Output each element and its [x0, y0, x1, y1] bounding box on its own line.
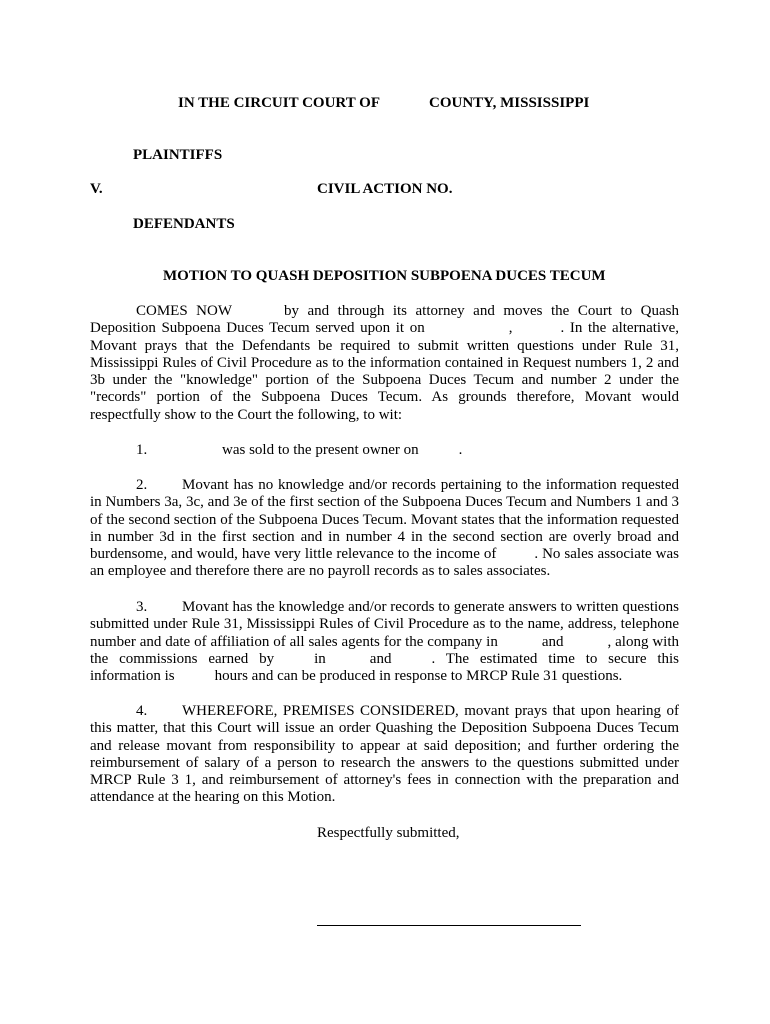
defendants-label: DEFENDANTS [133, 216, 235, 232]
item-4 [90, 703, 679, 807]
item-2 [90, 477, 679, 581]
court-heading-left: IN THE CIRCUIT COURT OF [178, 95, 381, 111]
item-3-text-6: . The estimated time to secure this information is [90, 650, 679, 685]
court-heading-right: COUNTY, MISSISSIPPI [429, 95, 590, 111]
item-3-text-5: and [369, 650, 392, 667]
plaintiffs-label: PLAINTIFFS [133, 147, 223, 163]
signature-line [317, 925, 581, 926]
item-2-text-1: Movant has no knowledge and/or records pertaining to the information requested in Numbers 3a, 3c, and 3e of the first section of the Subpoena Duces Tecum and Numbers 1 and 3 of the second section of the Subpoena Duces Tecum. Movant states that the information requested in number 3d in the first section and in number 4 in the second section are overly broad and burdensome, and would, have very little relevance to the income of [90, 477, 679, 563]
intro-text-3: , [508, 320, 513, 337]
intro-text-4: . In the alternative, Movant prays that the Defendants be required to submit written questions under Rule 31, Mississippi Rules of Civil Procedure as to the information contained in Request numbers 1, 2 and 3b under the "knowledge" portion of the Subpoena Duces Tecum and number 2 under the "records" portion of the Subpoena Duces Tecum. As grounds therefore, Movant would respectfully show to the Court the following, to wit: [90, 320, 679, 423]
item-2-text-2: . No sales associate was an employee and therefore there are no payroll records as to sales associates. [90, 546, 679, 580]
item-3-text-3: , along with the commissions earned by [90, 633, 680, 667]
item-4-text: WHEREFORE, PREMISES CONSIDERED, movant prays that upon hearing of this matter, that this Court will issue an order Quashing the Deposition Subpoena Duces Tecum and release movant from responsibility to appear at said deposition; and further ordering the reimbursement of salary of a person to research the answers to the questions submitted under MRCP Rule 3 1, and reimbursement of attorney's fees in connection with the preparation and attendance at the hearing on this Motion. [90, 703, 679, 806]
item-1-number: 1. [136, 442, 148, 458]
item-3-text-2: and [541, 633, 564, 650]
motion-title: MOTION TO QUASH DEPOSITION SUBPOENA DUCES TECUM [163, 268, 606, 284]
item-1 [90, 442, 679, 459]
intro-paragraph [90, 303, 679, 424]
closing-text: Respectfully submitted, [317, 825, 460, 841]
civil-action-label: CIVIL ACTION NO. [317, 181, 453, 197]
item-4-number: 4. [136, 703, 148, 719]
item-3-number: 3. [136, 599, 148, 615]
item-3-text-7: hours and can be produced in response to MRCP Rule 31 questions. [214, 668, 623, 685]
intro-text-1: COMES NOW [136, 303, 233, 319]
item-1-text: was sold to the present owner on [222, 442, 419, 458]
intro-text-2: by and through its attorney and moves the Court to Quash Deposition Subpoena Duces Tecum served upon it on [90, 303, 679, 337]
versus-label: V. [90, 181, 103, 197]
item-2-number: 2. [136, 477, 148, 493]
item-3-text-1: Movant has the knowledge and/or records to generate answers to written questions submitted under Rule 31, Mississippi Rules of Civil Procedure as to the name, address, telephone number and date of affiliation of all sales agents for the company in [90, 599, 679, 650]
item-1-end: . [458, 442, 463, 458]
item-3 [90, 599, 679, 685]
item-3-text-4: in [314, 650, 326, 667]
